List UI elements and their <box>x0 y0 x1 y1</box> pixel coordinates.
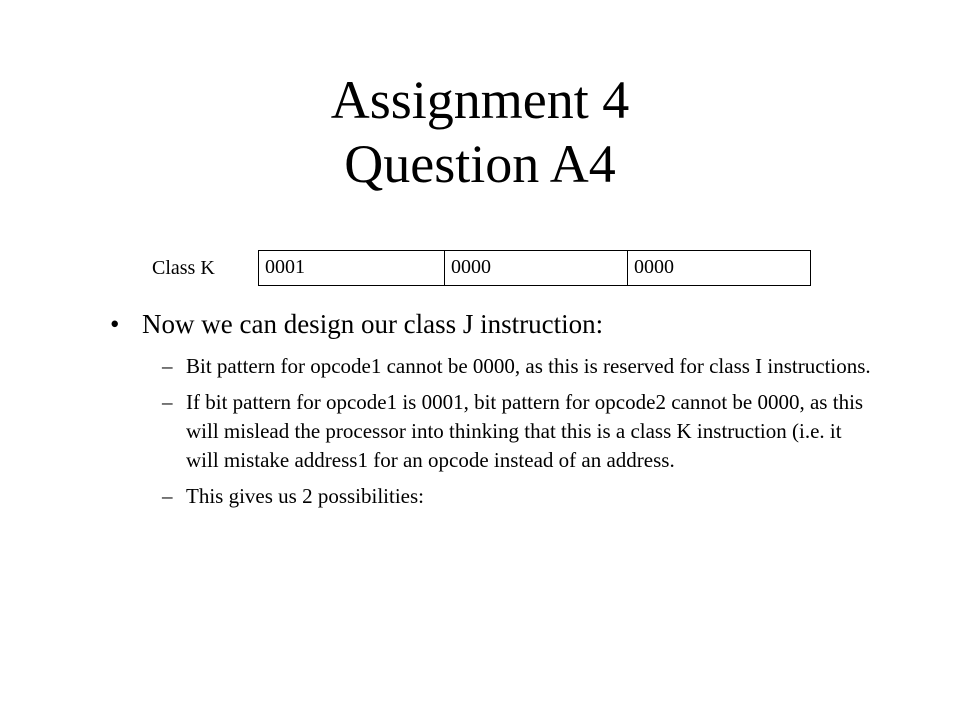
bit-cell-opcode2: 0000 <box>445 251 628 285</box>
sub-item-text: This gives us 2 possibilities: <box>186 484 425 508</box>
sub-list <box>110 352 890 511</box>
sub-marker: – <box>162 354 173 378</box>
bullet-item <box>110 306 890 342</box>
sub-item-text: If bit pattern for opcode1 is 0001, bit pattern for opcode2 cannot be 0000, as this will mislead the processor into thinking that this is a class K instruction (i.e. it will mistake address1 for an opcode instead of an address. <box>186 390 864 472</box>
bullet-text: Now we can design our class J instruction: <box>142 309 604 339</box>
class-k-row <box>152 250 811 286</box>
bit-cell-opcode3: 0000 <box>634 256 674 278</box>
sub-item-text: Bit pattern for opcode1 cannot be 0000, as this is reserved for class I instructions. <box>186 354 871 378</box>
title-line-2: Question A4 <box>344 134 616 194</box>
sub-item <box>162 482 890 511</box>
class-label: Class K <box>152 257 215 279</box>
slide-title <box>0 68 960 196</box>
slide-content <box>110 306 890 518</box>
bit-cell-opcode1: 0001 <box>259 251 445 285</box>
sub-item <box>162 388 890 475</box>
bit-pattern-table <box>258 250 811 286</box>
sub-marker: – <box>162 390 173 414</box>
sub-item <box>162 352 890 381</box>
bullet-marker: • <box>110 309 120 339</box>
title-line-1: Assignment 4 <box>330 70 630 130</box>
sub-marker: – <box>162 484 173 508</box>
